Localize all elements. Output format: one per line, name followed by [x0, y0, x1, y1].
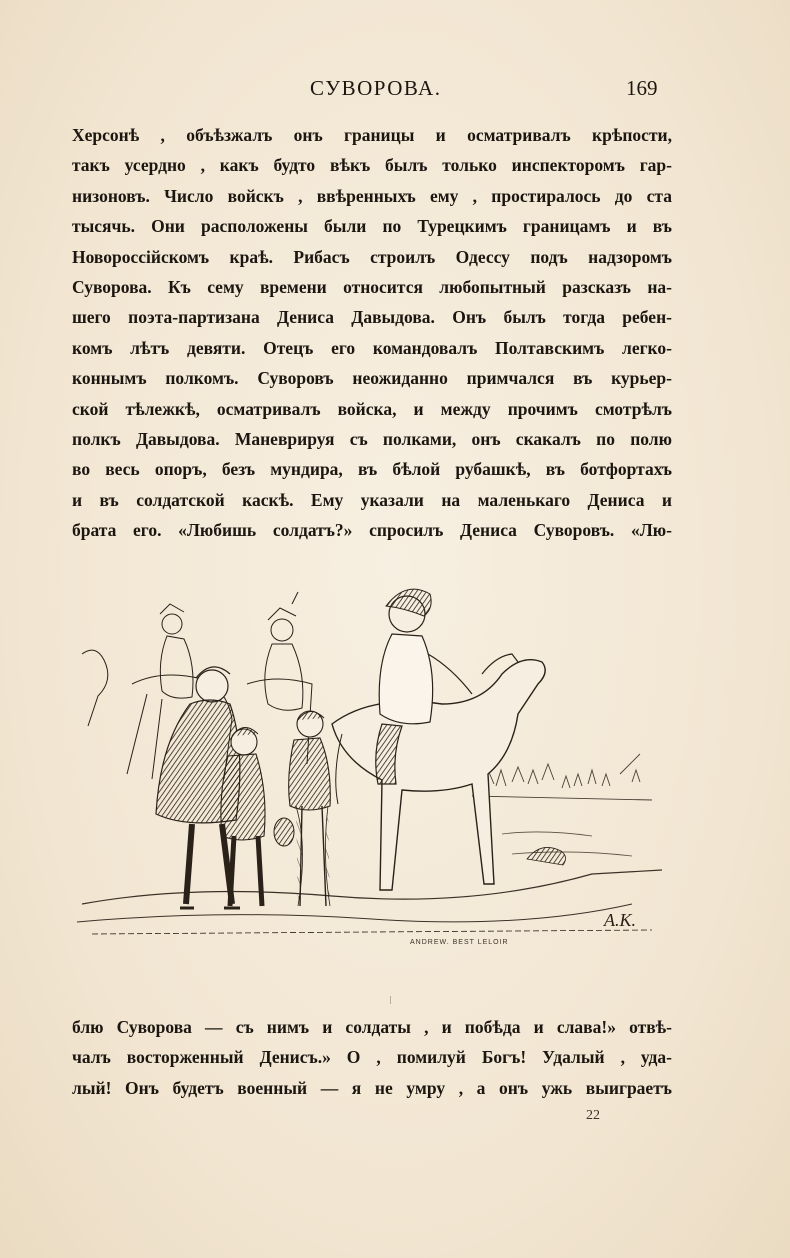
text-line: комъ лѣтъ девяти. Отецъ его командовалъ Полтавскимъ легко- [72, 337, 672, 358]
text-line: ской тѣлежкѣ, осматривалъ войска, и между прочимъ смотрѣлъ [72, 398, 672, 419]
text-line: коннымъ полкомъ. Суворовъ неожиданно примчался въ курьер- [72, 368, 672, 389]
text-line: шего поэта-партизана Дениса Давыдова. Онъ былъ тогда ребен- [72, 307, 672, 328]
text-line: и въ солдатской каскѣ. Ему указали на маленькаго Дениса и [72, 489, 672, 510]
engraving-drawing [72, 574, 672, 954]
text-line: такъ усердно , какъ будто вѣкъ былъ только инспекторомъ гар- [72, 155, 672, 176]
text-line: брата его. «Любишь солдатъ?» спросилъ Дениса Суворовъ. «Лю- [72, 520, 672, 541]
signature-mark: 22 [586, 1108, 600, 1123]
text-line: низоновъ. Число войскъ , ввѣренныхъ ему , простиралось до ста [72, 185, 672, 206]
text-line: полкъ Давыдова. Маневрируя съ полками, онъ скакалъ по полю [72, 429, 672, 450]
running-head [0, 76, 790, 102]
text-line: Суворова. Къ сему времени относится любопытный разсказъ на- [72, 277, 672, 298]
printer-mark [390, 996, 391, 1004]
text-line: Херсонѣ , объѣзжалъ онъ границы и осматривалъ крѣпости, [72, 125, 672, 145]
text-block-bottom [72, 1012, 672, 1103]
artist-monogram: A.K. [604, 910, 637, 930]
text-line: во весь опоръ, безъ мундира, въ бѣлой рубашкѣ, въ ботфортахъ [72, 459, 672, 480]
text-line: Новороссійскомъ краѣ. Рибасъ строилъ Одессу подъ надзоромъ [72, 246, 672, 267]
text-line: тысячь. Они расположены были по Турецкимъ границамъ и въ [72, 216, 672, 237]
horse-and-rider [332, 589, 545, 890]
text-line: чалъ восторженный Денисъ.» О , помилуй Богъ! Удалый , уда- [72, 1047, 672, 1068]
text-line: блю Суворова — съ нимъ и солдаты , и побѣда и слава!» отвѣ- [72, 1017, 672, 1037]
ground [77, 832, 662, 934]
text-block-top [72, 120, 672, 546]
running-title: СУВОРОВА. [310, 76, 442, 100]
engraving-illustration [72, 574, 672, 954]
text-line: лый! Онъ будетъ военный — я не умру , а онъ ужь выиграетъ [72, 1077, 672, 1098]
page-number: 169 [626, 76, 658, 100]
engraver-credit: ANDREW. BEST LELOIR [410, 939, 509, 946]
boys-figures [221, 711, 330, 906]
